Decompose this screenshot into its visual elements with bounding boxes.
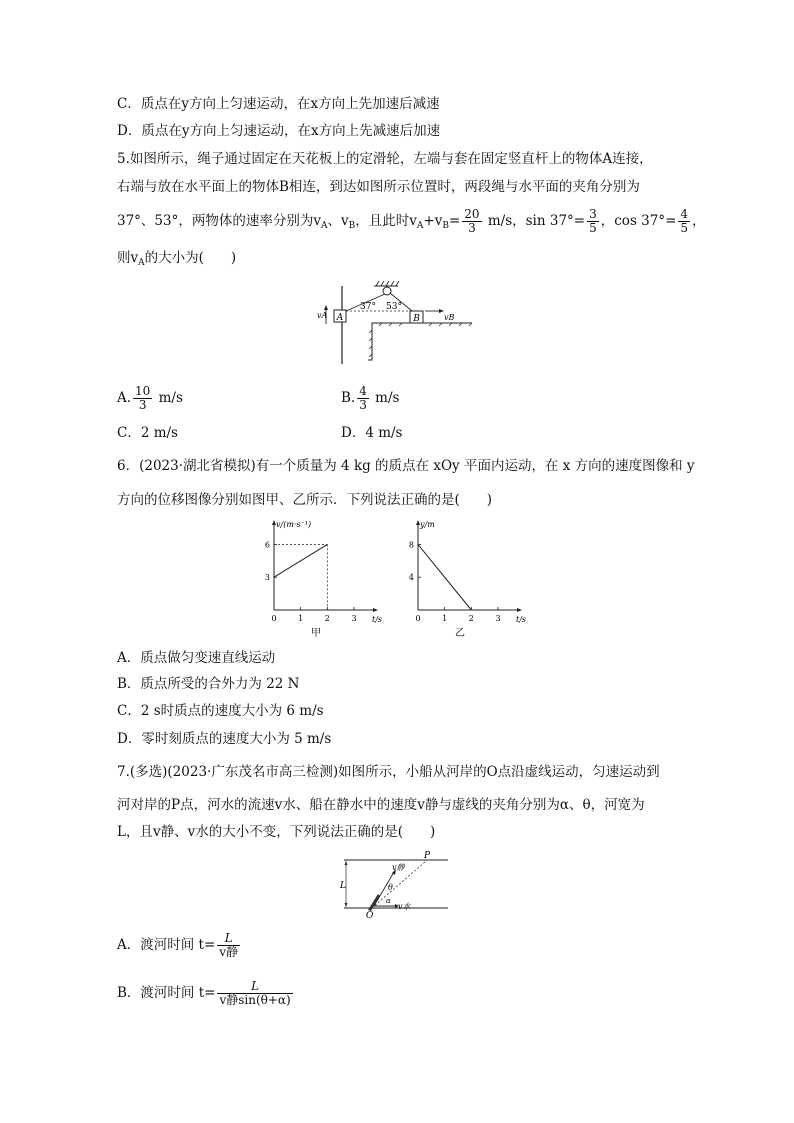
y-tick-label: 6 [264, 540, 270, 550]
x-tick-label: 1 [298, 614, 304, 623]
y-tick-label: 4 [408, 573, 414, 583]
x-tick-label: 2 [324, 614, 330, 623]
q5-stem-line3: 37°、53°，两物体的速率分别为$v_A$、$v_B$，且此时$v_A+v_B=$ $\frac{20}{3}$ m/s，sin 37°= $\frac{3}{5}$ ，cos 37°= $\frac{4}{5}$ ， [117, 207, 706, 235]
q6-option-c: C．2 s时质点的速度大小为 6 m/s [117, 703, 324, 719]
q7-stem-line1: 7.(多选)(2023·广东茂名市高三检测)如图所示，小船从河岸的O点沿虚线运动，匀速运动到 [117, 764, 660, 780]
q5-stem-line1: 5.如图所示，绳子通过固定在天花板上的定滑轮，左端与套在固定竖直杆上的物体A连接， [117, 151, 653, 167]
x-tick-label: 0 [271, 614, 277, 623]
y-tick-label: 8 [408, 540, 414, 550]
point-p-label: P [424, 851, 431, 861]
q6-stem-line2: 方向的位移图像分别如图甲、乙所示．下列说法正确的是( ) [117, 492, 493, 508]
velocity-chart-jia [258, 518, 388, 642]
q5-stem-line2: 右端与放在水平面上的物体B相连，到达如图所示位置时，两段绳与水平面的夹角分别为 [117, 179, 640, 195]
q5-option-d: D．4 m/s [341, 425, 403, 441]
q5-stem-line4: 则$v_A$的大小为( ) [117, 250, 237, 268]
v-shui-label: v水 [398, 902, 411, 911]
pulley-diagram [312, 280, 482, 366]
q6-stem-line1: 6．(2023·湖北省模拟)有一个质量为 4 kg 的质点在 xOy 平面内运动，在 x 方向的速度图像和 y [117, 458, 695, 474]
series-line [418, 544, 471, 610]
va-label: vA [317, 311, 328, 320]
y-axis-label: v/(m·s⁻¹) [276, 520, 312, 529]
x-tick-label: 2 [468, 614, 474, 623]
vb-label: vB [444, 313, 455, 322]
q7-stem-line3: L，且v静、v水的大小不变，下列说法正确的是( ) [117, 824, 436, 840]
angle-53-label: 53° [386, 302, 402, 312]
q6-option-d: D．零时刻质点的速度大小为 5 m/s [117, 731, 332, 747]
x-axis-label: t/s [516, 615, 527, 624]
river-crossing-diagram [330, 850, 450, 920]
q4-option-c: C．质点在y方向上匀速运动，在x方向上先加速后减速 [117, 96, 440, 112]
chart-title: 乙 [455, 628, 465, 639]
fraction-4-5: $\frac{4}{5}$ [680, 207, 689, 235]
series-line [274, 544, 327, 577]
q5-option-b: B. $\frac{4}{3}$ m/s [341, 384, 400, 412]
block-a-label: A [336, 313, 344, 323]
q7-stem-line2: 河对岸的P点，河水的流速v水、船在静水中的速度v静与虚线的夹角分别为α、θ，河宽为 [117, 797, 645, 813]
river-width-label: L [340, 881, 346, 891]
block-b-label: B [413, 314, 420, 324]
q4-option-d: D．质点在y方向上匀速运动，在x方向上先减速后加速 [117, 123, 441, 139]
theta-label: θ [388, 883, 393, 892]
q7-option-b: B．渡河时间 t= $\frac{L}{\text{v静sin(θ+α)}}$ [117, 979, 291, 1007]
x-tick-label: 3 [351, 614, 357, 623]
q7-option-a: A．渡河时间 t= $\frac{L}{\text{v静}}$ [117, 931, 239, 959]
v-jing-label: v静 [392, 863, 405, 872]
y-axis-label: y/m [420, 520, 435, 529]
fraction-20-3: $\frac{20}{3}$ [464, 207, 480, 235]
displacement-chart-yi [402, 518, 532, 642]
angle-37-label: 37° [360, 302, 376, 312]
x-axis-arrow [373, 608, 378, 612]
x-axis-arrow [517, 608, 522, 612]
x-tick-label: 3 [495, 614, 501, 623]
alpha-label: α [386, 897, 391, 905]
fraction-3-5: $\frac{3}{5}$ [589, 207, 597, 235]
x-axis-label: t/s [372, 615, 383, 624]
x-tick-label: 1 [442, 614, 448, 623]
q5-option-a: A. $\frac{10}{3}$ m/s [117, 384, 183, 412]
x-tick-label: 0 [415, 614, 421, 623]
q6-option-b: B．质点所受的合外力为 22 N [117, 676, 300, 692]
q6-option-a: A．质点做匀变速直线运动 [117, 650, 276, 666]
point-o-label: O [366, 911, 374, 920]
y-tick-label: 3 [264, 573, 270, 583]
q5-option-c: C．2 m/s [117, 425, 178, 441]
chart-title: 甲 [311, 628, 321, 639]
